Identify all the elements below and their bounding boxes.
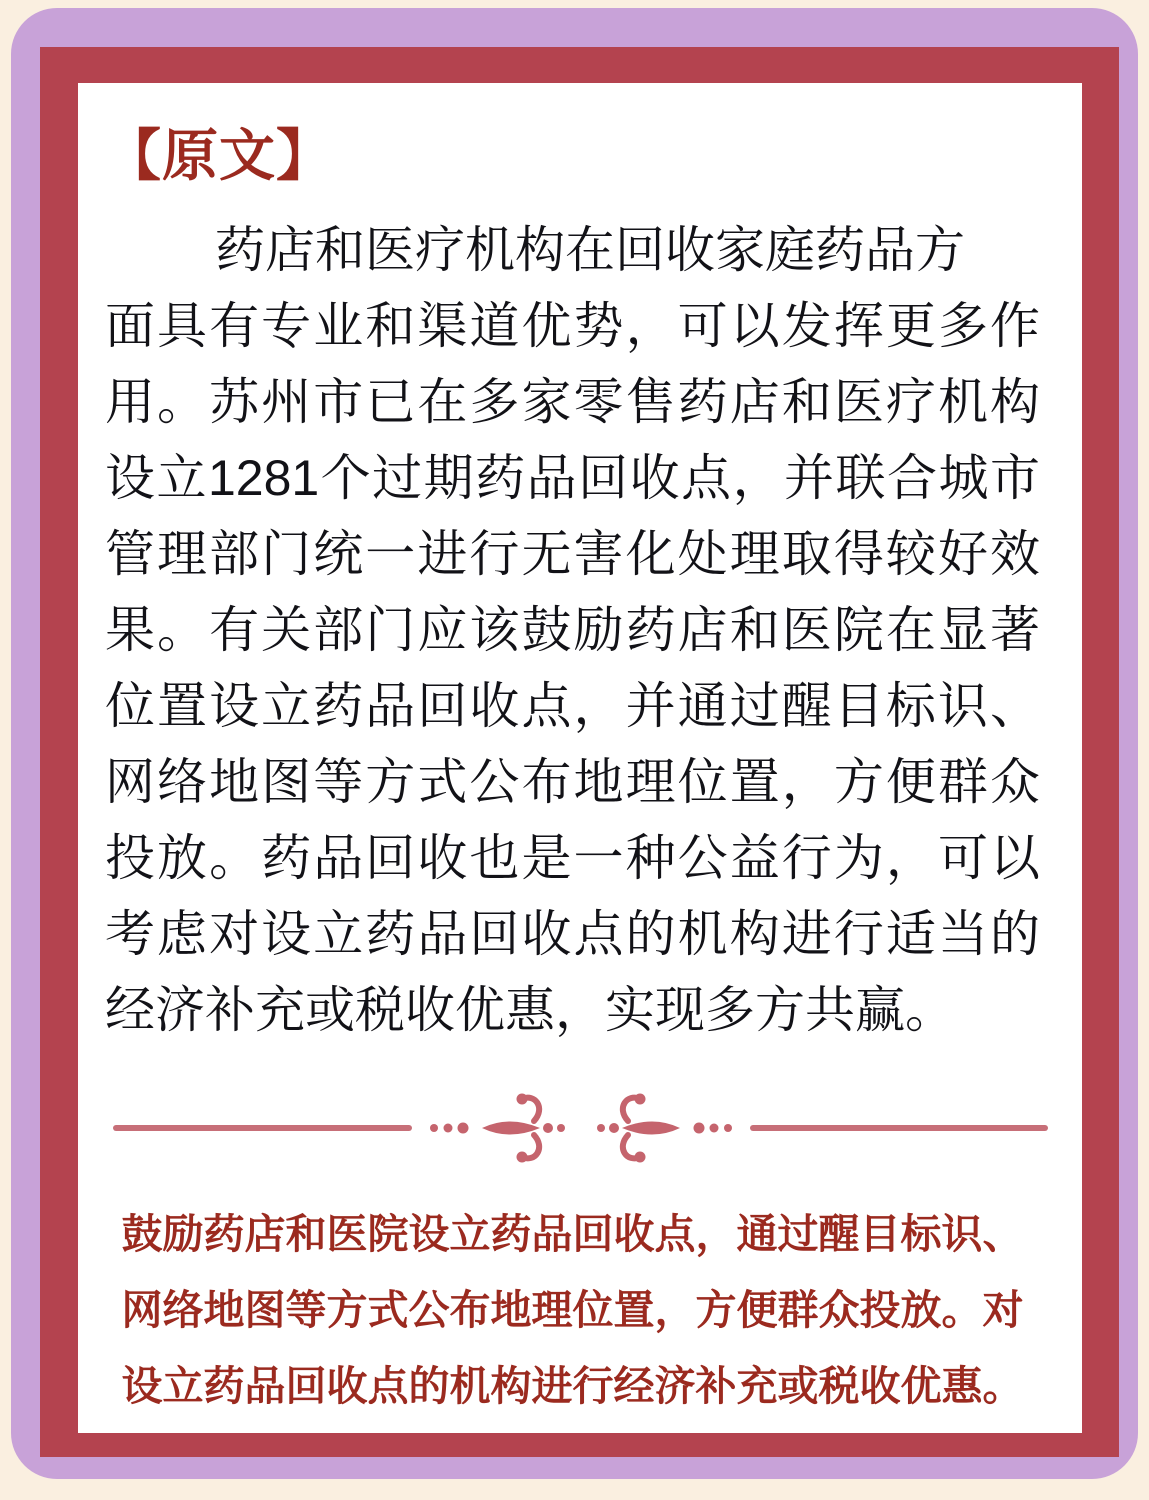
divider-line-left <box>113 1125 412 1131</box>
body-line: 面具有专业和渠道优势，可以发挥更多作 <box>105 297 1040 354</box>
body-line: 用。苏州市已在多家零售药店和医疗机构 <box>105 373 1040 430</box>
body-line: 经济补充或税收优惠，实现多方共赢。 <box>105 981 955 1038</box>
red-frame <box>40 47 1119 1457</box>
center-dot-right <box>597 1124 605 1132</box>
summary-line: 设立药品回收点的机构进行经济补充或税收优惠。 <box>121 1362 1024 1409</box>
text-column <box>105 124 1040 1424</box>
left-dots <box>430 1122 469 1133</box>
body-line: 药店和医疗机构在回收家庭药品方 <box>215 221 965 278</box>
content-panel <box>78 83 1082 1433</box>
body-line: 设立1281个过期药品回收点，并联合城市 <box>105 449 1040 506</box>
divider-line-right <box>750 1125 1049 1131</box>
right-fleur <box>609 1093 732 1162</box>
section-divider <box>113 1088 1048 1168</box>
fleur-ornament-icon <box>426 1088 736 1168</box>
center-dot-left <box>557 1124 565 1132</box>
purple-card <box>11 8 1138 1479</box>
body-line: 投放。药品回收也是一种公益行为，可以 <box>105 829 1040 886</box>
left-fleur <box>482 1093 553 1162</box>
summary-line: 鼓励药店和医院设立药品回收点，通过醒目标识、 <box>121 1210 1024 1257</box>
body-paragraph <box>105 212 1040 1048</box>
summary-line: 网络地图等方式公布地理位置，方便群众投放。对 <box>121 1286 1024 1333</box>
body-line: 果。有关部门应该鼓励药店和医院在显著 <box>105 601 1040 658</box>
original-text-heading: 【原文】 <box>105 124 333 187</box>
body-line: 网络地图等方式公布地理位置，方便群众 <box>105 753 1040 810</box>
summary-paragraph <box>105 1196 1040 1424</box>
body-line: 位置设立药品回收点，并通过醒目标识、 <box>105 677 1040 734</box>
body-line: 考虑对设立药品回收点的机构进行适当的 <box>105 905 1040 962</box>
body-line: 管理部门统一进行无害化处理取得较好效 <box>105 525 1040 582</box>
